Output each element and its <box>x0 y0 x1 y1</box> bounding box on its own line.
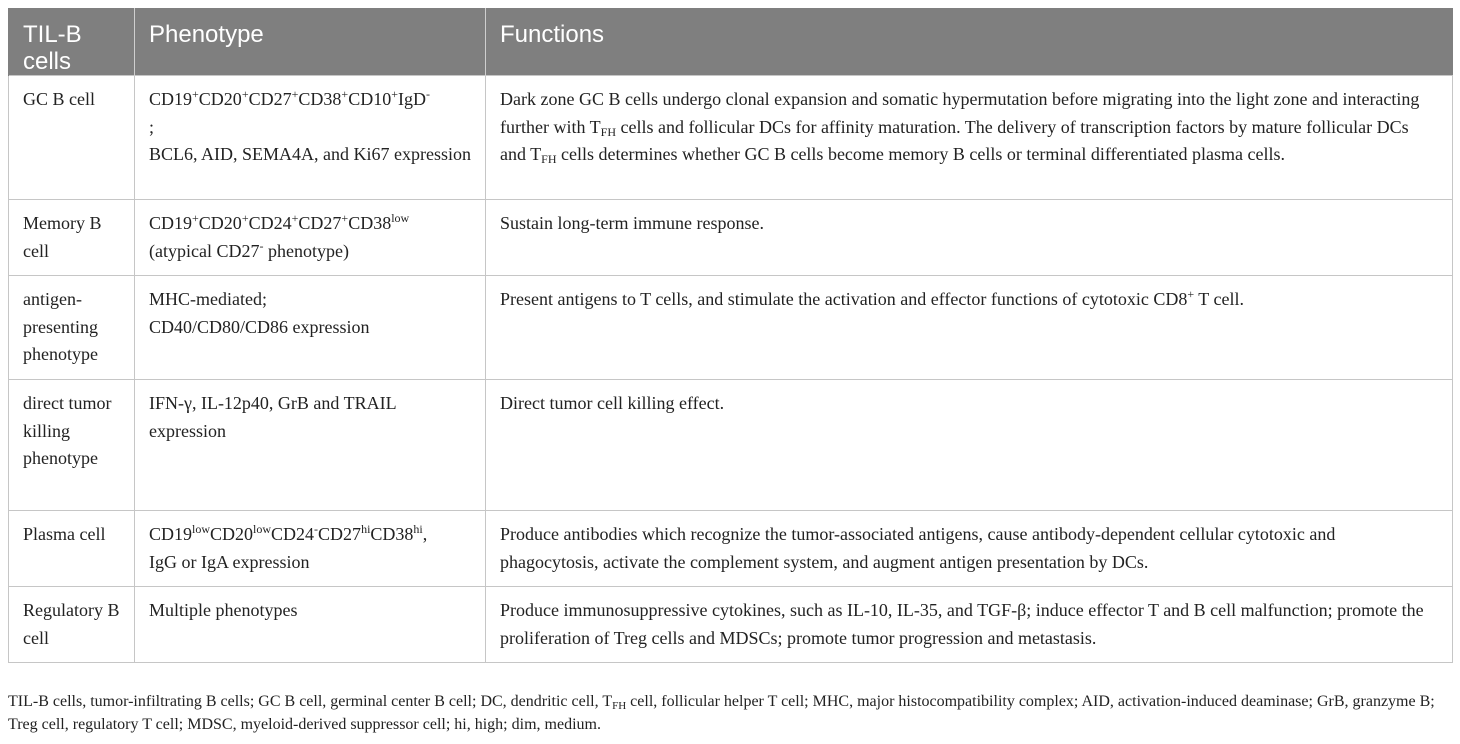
cell-functions: Produce antibodies which recognize the tumor-associated antigens, cause antibody-dependent cellular cytotoxic and phagocytosis, activate the complement system, and augment antigen presentation by DCs. <box>486 511 1453 587</box>
table-row <box>9 276 1453 380</box>
til-b-cells-table <box>8 8 1453 663</box>
cell-type: Regulatory B cell <box>9 587 135 663</box>
cell-phenotype: $CD19^{low}CD20^{low}CD24^-CD27^{hi}CD38^{hi}$, IgG or IgA expression <box>135 511 486 587</box>
cell-functions: Sustain long-term immune response. <box>486 200 1453 276</box>
cell-functions: Present antigens to T cells, and stimulate the activation and effector functions of cytotoxic CD8+ T cell. <box>486 276 1453 380</box>
table-row <box>9 76 1453 200</box>
superscript: + <box>341 211 349 225</box>
cell-functions: Dark zone GC B cells undergo clonal expansion and somatic hypermutation before migrating into the light zone and interacting further with $T_{FH}$ cells and follicular DCs for affinity maturation. The delivery of transcription factors by mature follicular DCs and $T_{FH}$ cells determines whether GC B cells become memory B cells or terminal differentiated plasma cells. <box>486 76 1453 200</box>
table-row <box>9 200 1453 276</box>
header-functions: Functions <box>486 8 1453 76</box>
cell-type: Plasma cell <box>9 511 135 587</box>
header-phenotype: Phenotype <box>135 8 486 76</box>
subscript: FH <box>541 152 557 166</box>
cell-phenotype: MHC-mediated; CD40/CD80/CD86 expression <box>135 276 486 380</box>
subscript: FH <box>600 124 616 139</box>
superscript: low <box>391 211 410 225</box>
cell-phenotype: Multiple phenotypes <box>135 587 486 663</box>
superscript: + <box>291 87 299 101</box>
superscript: + <box>1187 287 1195 301</box>
superscript: - <box>314 522 319 536</box>
superscript: hi <box>361 522 371 536</box>
cell-type: GC B cell <box>9 76 135 200</box>
cell-functions: Direct tumor cell killing effect. <box>486 380 1453 511</box>
cell-phenotype: IFN-γ, IL-12p40, GrB and TRAIL expression <box>135 380 486 511</box>
cell-type: antigen-presenting phenotype <box>9 276 135 380</box>
superscript: + <box>291 211 299 225</box>
subscript: FH <box>612 700 627 712</box>
header-til-b-cells: TIL-B cells <box>9 8 135 76</box>
table-footnote: TIL-B cells, tumor-infiltrating B cells; GC B cell, germinal center B cell; DC, dendritic cell, $T_{FH}$ cell, follicular helper T cell; MHC, major histocompatibility complex; AID, activation-induced deaminase; GrB, granzyme B; Treg cell, regulatory T cell; MDSC, myeloid-derived suppressor cell; hi, high; dim, medium. <box>8 693 1435 733</box>
cell-phenotype: CD19+CD20+CD27+CD38+CD10+IgD- ; BCL6, AID, SEMA4A, and Ki67 expression <box>135 76 486 200</box>
superscript: + <box>241 211 249 225</box>
header-row <box>9 8 1453 76</box>
superscript: + <box>391 87 398 101</box>
cell-type: Memory B cell <box>9 200 135 276</box>
superscript: low <box>192 522 211 536</box>
superscript: + <box>341 87 349 101</box>
table-row <box>9 380 1453 511</box>
superscript: + <box>241 87 249 101</box>
superscript: + <box>192 211 199 225</box>
cell-functions: Produce immunosuppressive cytokines, such as IL-10, IL-35, and TGF-β; induce effector T and B cell malfunction; promote the proliferation of Treg cells and MDSCs; promote tumor progression and metastasis. <box>486 587 1453 663</box>
superscript: low <box>253 522 272 536</box>
superscript: - <box>425 87 430 101</box>
cell-phenotype: $CD19^+CD20^+CD24^+CD27^+CD38^{low}$ (atypical CD27- phenotype) <box>135 200 486 276</box>
superscript: hi <box>413 522 423 536</box>
table-header <box>9 8 1453 76</box>
table-body <box>9 76 1453 663</box>
cell-type: direct tumor killing phenotype <box>9 380 135 511</box>
superscript: + <box>192 87 199 101</box>
table-row <box>9 511 1453 587</box>
table-row <box>9 587 1453 663</box>
superscript: - <box>259 238 264 253</box>
